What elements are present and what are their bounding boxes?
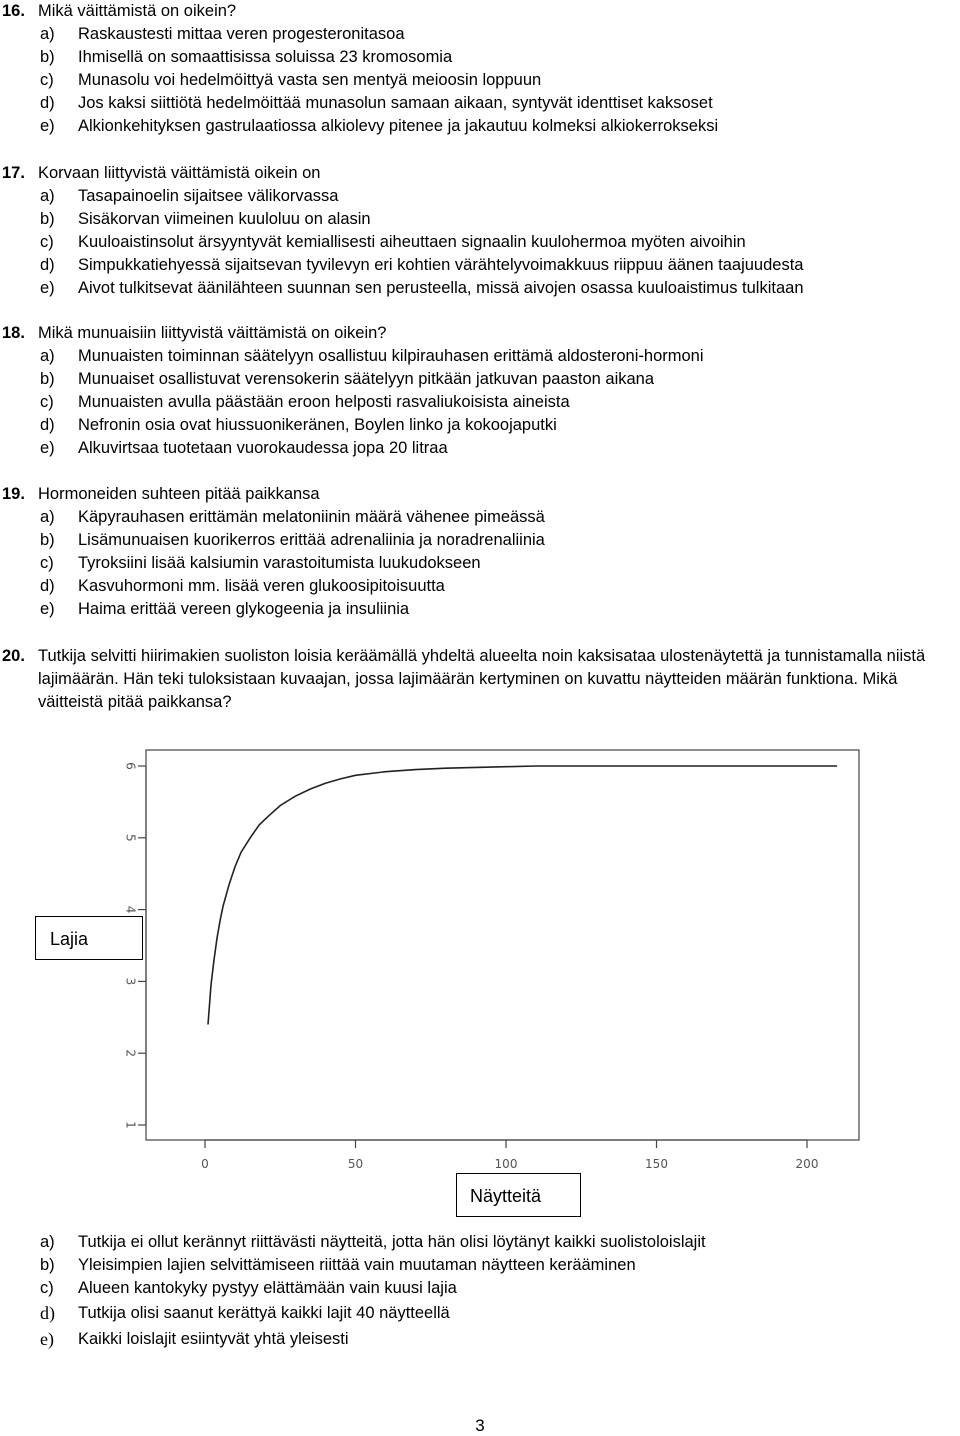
option-letter: e) [40,117,55,135]
option-text: Jos kaksi siittiötä hedelmöittää munasolun samaan aikaan, syntyvät identtiset kaksoset [78,94,713,112]
y-axis-label-box [35,916,143,960]
plot-frame [146,750,859,1140]
option-letter: d) [40,1303,55,1323]
option-letter: b) [40,210,55,228]
x-tick-label: 50 [347,1157,364,1171]
option-text: Tutkija olisi saanut kerättyä kaikki lajit 40 näytteellä [78,1304,450,1322]
question-number: 19. [2,485,25,503]
option-text: Tyroksiini lisää kalsiumin varastoitumista luukudokseen [78,554,481,572]
option-text: Simpukkatiehyessä sijaitsevan tyvilevyn eri kohtien värähtelyvoimakkuus riippuu äänen taajuudesta [78,256,804,274]
x-axis-label-box [456,1173,581,1217]
option-text: Nefronin osia ovat hiussuonikeränen, Boylen linko ja kokoojaputki [78,416,557,434]
y-axis-label: Lajia [50,929,89,949]
x-tick-label: 0 [201,1157,209,1171]
option-text: Käpyrauhasen erittämän melatoniinin määrä vähenee pimeässä [78,508,545,526]
option-text: Kasvuhormoni mm. lisää veren glukoosipitoisuutta [78,577,445,595]
option-text: Aivot tulkitsevat äänilähteen suunnan sen perusteella, missä aivojen osassa kuuloaistimus tulkitaan [78,279,804,297]
x-axis [201,1140,818,1171]
question-text: Mikä väittämistä on oikein? [38,2,237,20]
option-text: Alkionkehityksen gastrulaatiossa alkiolevy pitenee ja jakautuu kolmeksi alkiokerrokseksi [78,117,719,135]
option-text: Tutkija ei ollut kerännyt riittävästi näytteitä, jotta hän olisi löytänyt kaikki suolistoloislajit [78,1233,706,1251]
option-letter: e) [40,439,55,457]
option-letter: b) [40,1256,55,1274]
series-line [208,766,837,1025]
option-letter: c) [40,554,54,572]
species-accumulation-chart [0,740,960,1220]
question-number: 18. [2,324,25,342]
x-tick-label: 200 [795,1157,819,1171]
option-text: Lisämunuaisen kuorikerros erittää adrenaliinia ja noradrenaliinia [78,531,545,549]
y-tick-label: 2 [123,1049,138,1058]
page-number: 3 [475,1416,485,1435]
option-letter: c) [40,393,54,411]
question-text: Korvaan liittyvistä väittämistä oikein on [38,164,321,182]
option-letter: a) [40,347,55,365]
option-letter: c) [40,1279,54,1297]
option-letter: d) [40,94,55,112]
y-tick-label: 3 [123,977,138,986]
option-text: Raskaustesti mittaa veren progesteronitasoa [78,25,405,43]
question-text: Tutkija selvitti hiirimakien suoliston loisia keräämällä yhdeltä alueelta noin kaksisataa ulostenäytettä ja tunnistamalla niistä lajimäärän. Hän teki tuloksistaan kuvaajan, jossa lajimäärän kertyminen on kuvattu näytteiden määrän funktiona. Mikä väitteistä pitää paikkansa? [38,647,926,711]
x-tick-label: 100 [494,1157,518,1171]
option-text: Haima erittää vereen glykogeenia ja insuliinia [78,600,410,618]
question-20 [0,645,960,714]
question-number: 17. [2,164,25,182]
y-tick-label: 1 [123,1121,138,1129]
question-number: 16. [2,2,25,20]
question-text: Mikä munuaisiin liittyvistä väittämistä on oikein? [38,324,387,342]
option-text: Alueen kantokyky pystyy elättämään vain kuusi lajia [78,1279,457,1297]
option-letter: b) [40,531,55,549]
x-tick-label: 150 [645,1157,668,1171]
option-text: Tasapainoelin sijaitsee välikorvassa [78,187,339,205]
option-text: Alkuvirtsaa tuotetaan vuorokaudessa jopa 20 litraa [78,439,448,457]
option-text: Munuaisten avulla päästään eroon helposti rasvaliukoisista aineista [78,393,570,411]
option-letter: a) [40,1233,55,1251]
option-text: Munuaisten toiminnan säätelyyn osallistuu kilpirauhasen erittämä aldosteroni-hormoni [78,347,704,365]
option-letter: a) [40,25,55,43]
y-tick-label: 5 [123,833,138,842]
option-letter: c) [40,233,54,251]
option-letter: d) [40,416,55,434]
option-letter: e) [40,279,55,297]
option-letter: d) [40,256,55,274]
option-letter: a) [40,187,55,205]
question-number: 20. [2,647,25,665]
option-text: Kaikki loislajit esiintyvät yhtä yleisesti [78,1330,349,1348]
option-text: Sisäkorvan viimeinen kuuloluu on alasin [78,210,371,228]
option-letter: b) [40,48,55,66]
option-text: Munuaiset osallistuvat verensokerin säätelyyn pitkään jatkuvan paaston aikana [78,370,655,388]
option-text: Munasolu voi hedelmöittyä vasta sen mentyä meioosin loppuun [78,71,542,89]
option-letter: e) [40,1329,54,1349]
y-tick-label: 4 [123,905,138,914]
option-letter: e) [40,600,55,618]
y-tick-label: 6 [123,762,138,770]
option-letter: c) [40,71,54,89]
option-text: Kuuloaistinsolut ärsyyntyvät kemiallisesti aiheuttaen signaalin kuulohermoa myöten aivoihin [78,233,746,251]
option-letter: a) [40,508,55,526]
x-axis-label: Näytteitä [470,1186,542,1206]
option-letter: b) [40,370,55,388]
option-letter: d) [40,577,55,595]
option-text: Ihmisellä on somaattisissa soluissa 23 kromosomia [78,48,453,66]
option-text: Yleisimpien lajien selvittämiseen riittää vain muutaman näytteen kerääminen [78,1256,636,1274]
question-text: Hormoneiden suhteen pitää paikkansa [38,485,320,503]
